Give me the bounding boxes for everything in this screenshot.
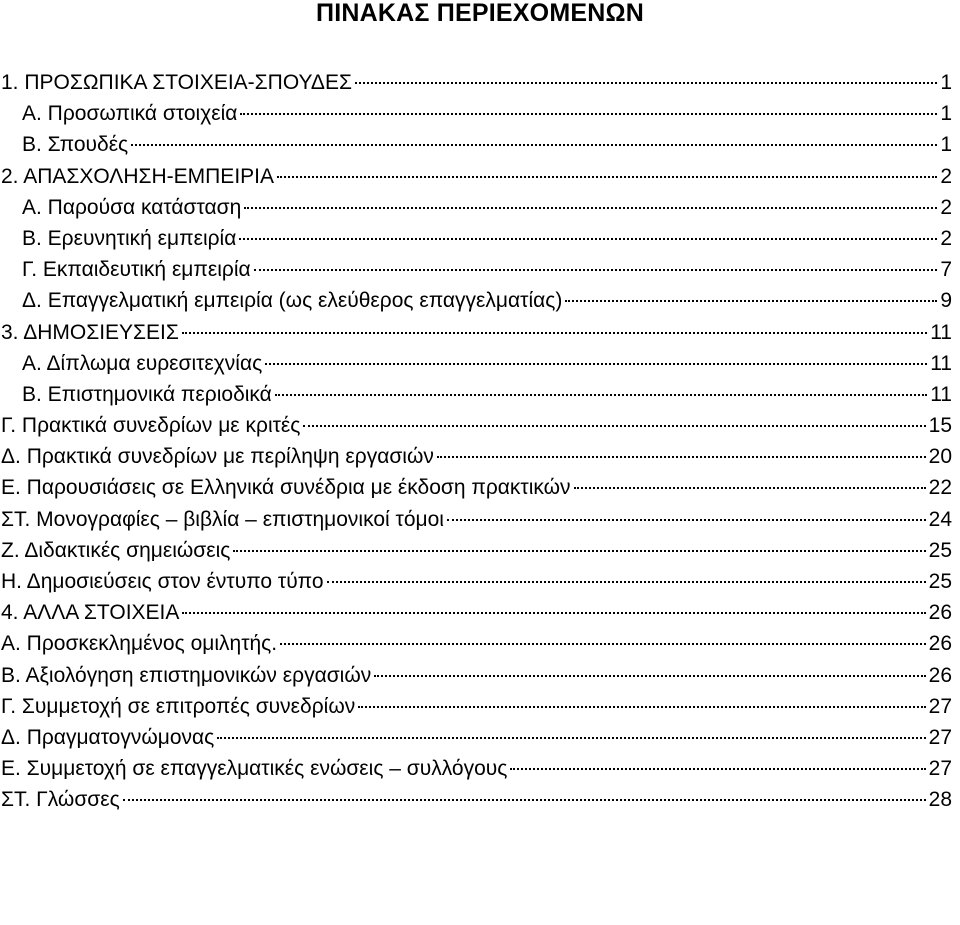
toc-entry-text: Ε. Συμμετοχή σε επαγγελματικές ενώσεις – συλλόγους xyxy=(1,757,508,781)
toc-entry-text: Ε. Παρουσιάσεις σε Ελληνικά συνέδρια με έκδοση πρακτικών xyxy=(1,476,571,500)
toc-entry-text: Β. Αξιολόγηση επιστημονικών εργασιών xyxy=(1,663,372,687)
dot-leader xyxy=(358,706,925,708)
dot-leader xyxy=(374,675,925,677)
toc-entry-text: Β. Σπουδές xyxy=(22,133,129,157)
toc-entry-page-number: 24 xyxy=(928,507,952,531)
toc-entry-text: Α. Προσκεκλημένος ομιλητής. xyxy=(1,632,278,656)
toc-entry-page-number: 26 xyxy=(928,663,952,687)
toc-entry-text: Η. Δημοσιεύσεις στον έντυπο τύπο xyxy=(1,570,324,593)
toc-entry-text: ΣΤ. Γλώσσες xyxy=(1,788,120,812)
dot-leader xyxy=(265,363,927,365)
toc-entry-text: Β. Επιστημονικά περιοδικά xyxy=(22,382,272,406)
dot-leader xyxy=(233,550,925,552)
toc-entry-text: Γ. Εκπαιδευτική εμπειρία xyxy=(22,258,251,282)
toc-entry-text: Β. Ερευνητική εμπειρία xyxy=(22,226,237,250)
toc-entry[interactable] xyxy=(0,379,960,410)
toc-entry[interactable] xyxy=(0,410,960,441)
toc-entry-page-number: 2 xyxy=(940,164,952,188)
toc-list xyxy=(0,67,960,816)
toc-entry-page-number: 26 xyxy=(928,601,952,625)
toc-entry-page-number: 22 xyxy=(928,476,952,500)
toc-entry-page-number: 2 xyxy=(940,195,952,219)
toc-entry-page-number: 27 xyxy=(928,694,952,718)
toc-entry-text: 2. ΑΠΑΣΧΟΛΗΣΗ-ΕΜΠΕΙΡΙΑ xyxy=(1,164,274,188)
toc-entry-page-number: 9 xyxy=(940,289,952,313)
toc-entry-text: Α. Παρούσα κατάσταση xyxy=(22,195,242,219)
toc-entry-text: Α. Δίπλωμα ευρεσιτεχνίας xyxy=(22,351,263,375)
toc-entry[interactable] xyxy=(0,129,960,160)
toc-entry[interactable] xyxy=(0,597,960,628)
dot-leader xyxy=(447,519,926,521)
toc-entry-page-number: 11 xyxy=(930,320,952,344)
toc-entry-page-number: 11 xyxy=(930,382,952,406)
toc-entry-page-number: 27 xyxy=(928,725,952,749)
toc-entry-page-number: 15 xyxy=(928,414,952,438)
toc-entry-page-number: 28 xyxy=(928,788,952,812)
toc-entry[interactable] xyxy=(0,285,960,316)
toc-entry-text: 3. ΔΗΜΟΣΙΕΥΣΕΙΣ xyxy=(1,320,179,344)
toc-entry-page-number: 1 xyxy=(940,71,952,94)
toc-entry[interactable] xyxy=(0,161,960,192)
toc-entry[interactable] xyxy=(0,535,960,566)
toc-entry-text: Δ. Επαγγελματική εμπειρία (ως ελεύθερος επαγγελματίας) xyxy=(22,289,563,313)
dot-leader xyxy=(510,768,925,770)
toc-entry-text: 4. ΑΛΛΑ ΣΤΟΙΧΕΙΑ xyxy=(1,601,180,625)
dot-leader xyxy=(277,176,937,178)
dot-leader xyxy=(303,425,925,427)
toc-entry[interactable] xyxy=(0,348,960,379)
dot-leader xyxy=(275,394,927,396)
toc-entry-page-number: 20 xyxy=(928,445,952,469)
dot-leader xyxy=(254,269,938,271)
toc-entry[interactable] xyxy=(0,472,960,503)
toc-entry-page-number: 27 xyxy=(928,757,952,781)
toc-entry[interactable] xyxy=(0,784,960,815)
toc-entry[interactable] xyxy=(0,98,960,129)
toc-entry-page-number: 11 xyxy=(930,351,952,375)
dot-leader xyxy=(280,643,926,645)
toc-entry[interactable] xyxy=(0,628,960,659)
dot-leader xyxy=(244,207,937,209)
toc-entry-text: Δ. Πραγματογνώμονας xyxy=(1,725,215,749)
toc-entry-text: Ζ. Διδακτικές σημειώσεις xyxy=(1,538,231,562)
toc-entry-page-number: 2 xyxy=(940,226,952,250)
toc-entry-text: Γ. Συμμετοχή σε επιτροπές συνεδρίων xyxy=(1,694,356,718)
toc-entry-page-number: 25 xyxy=(928,538,952,562)
toc-entry-page-number: 25 xyxy=(928,570,952,593)
dot-leader xyxy=(123,799,926,801)
toc-entry[interactable] xyxy=(0,691,960,722)
toc-entry-text: 1. ΠΡΟΣΩΠΙΚΑ ΣΤΟΙΧΕΙΑ-ΣΠΟΥΔΕΣ xyxy=(1,71,352,94)
toc-entry-page-number: 1 xyxy=(940,133,952,157)
toc-entry-page-number: 26 xyxy=(928,632,952,656)
toc-entry[interactable] xyxy=(0,660,960,691)
dot-leader xyxy=(355,82,937,84)
toc-entry-text: Δ. Πρακτικά συνεδρίων με περίληψη εργασιών xyxy=(1,445,434,469)
dot-leader xyxy=(239,238,937,240)
dot-leader xyxy=(565,300,937,302)
toc-entry[interactable] xyxy=(0,722,960,753)
toc-entry[interactable] xyxy=(0,67,960,98)
toc-entry-text: Γ. Πρακτικά συνεδρίων με κριτές xyxy=(1,414,301,438)
toc-entry[interactable] xyxy=(0,753,960,784)
dot-leader xyxy=(182,612,925,614)
dot-leader xyxy=(240,113,937,115)
toc-entry-text: Α. Προσωπικά στοιχεία xyxy=(22,102,238,126)
toc-entry[interactable] xyxy=(0,192,960,223)
toc-entry[interactable] xyxy=(0,566,960,597)
dot-leader xyxy=(327,581,926,583)
dot-leader xyxy=(574,487,926,489)
toc-entry-text: ΣΤ. Μονογραφίες – βιβλία – επιστημονικοί τόμοι xyxy=(1,507,444,531)
toc-entry[interactable] xyxy=(0,223,960,254)
toc-entry[interactable] xyxy=(0,504,960,535)
toc-entry-page-number: 1 xyxy=(940,102,952,126)
dot-leader xyxy=(217,737,925,739)
dot-leader xyxy=(131,144,937,146)
dot-leader xyxy=(182,332,927,334)
toc-entry-page-number: 7 xyxy=(940,258,952,282)
toc-entry[interactable] xyxy=(0,441,960,472)
dot-leader xyxy=(437,456,926,458)
toc-entry[interactable] xyxy=(0,317,960,348)
page-title: ΠΙΝΑΚΑΣ ΠΕΡΙΕΧΟΜΕΝΩΝ xyxy=(316,0,644,27)
toc-entry[interactable] xyxy=(0,254,960,285)
